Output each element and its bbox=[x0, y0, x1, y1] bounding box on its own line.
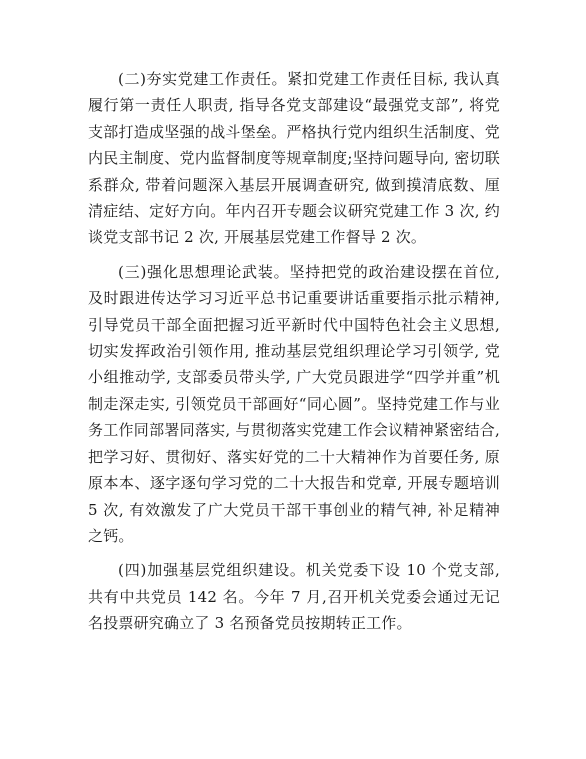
paragraph-grassroots-organization: (四)加强基层党组织建设。机关党委下设 10 个党支部, 共有中共党员 142 名。今年 7 月,召开机关党委会通过无记名投票研究确立了 3 名预备党员按期转正工作。 bbox=[88, 561, 500, 633]
paragraph-party-building-responsibility: (二)夯实党建工作责任。紧扣党建工作责任目标, 我认真履行第一责任人职责, 指导各党支部建设“最强党支部”, 将党支部打造成坚强的战斗堡垒。严格执行党内组织生活制度、党内民主制度、党内监督制度等规章制度;坚持问题导向, 密切联系群众, 带着问题深入基层开展调查研究, 做到摸清底数、厘清症结、定好方向。年内召开专题会议研究党建工作 3 次, 约谈党支部书记 2 次, 开展基层党建工作督导 2 次。 bbox=[88, 70, 500, 247]
paragraph-ideological-theory: (三)强化思想理论武装。坚持把党的政治建设摆在首位, 及时跟进传达学习习近平总书记重要讲话重要指示批示精神, 引导党员干部全面把握习近平新时代中国特色社会主义思想, 切实发挥政治引领作用, 推动基层党组织理论学习引领学, 党小组推动学, 支部委员带头学, 广大党员跟进学“四学并重”机制走深走实, 引领党员干部画好“同心圆”。坚持党建工作与业务工作同部署同落实, 与贯彻落实党建工作会议精神紧密结合, 把学习好、贯彻好、落实好党的二十大精神作为首要任务, 原原本本、逐字逐句学习党的二十大报告和党章, 开展专题培训 5 次, 有效激发了广大党员干部干事创业的精气神, 补足精神之钙。 bbox=[88, 262, 500, 545]
document-page bbox=[88, 66, 500, 645]
